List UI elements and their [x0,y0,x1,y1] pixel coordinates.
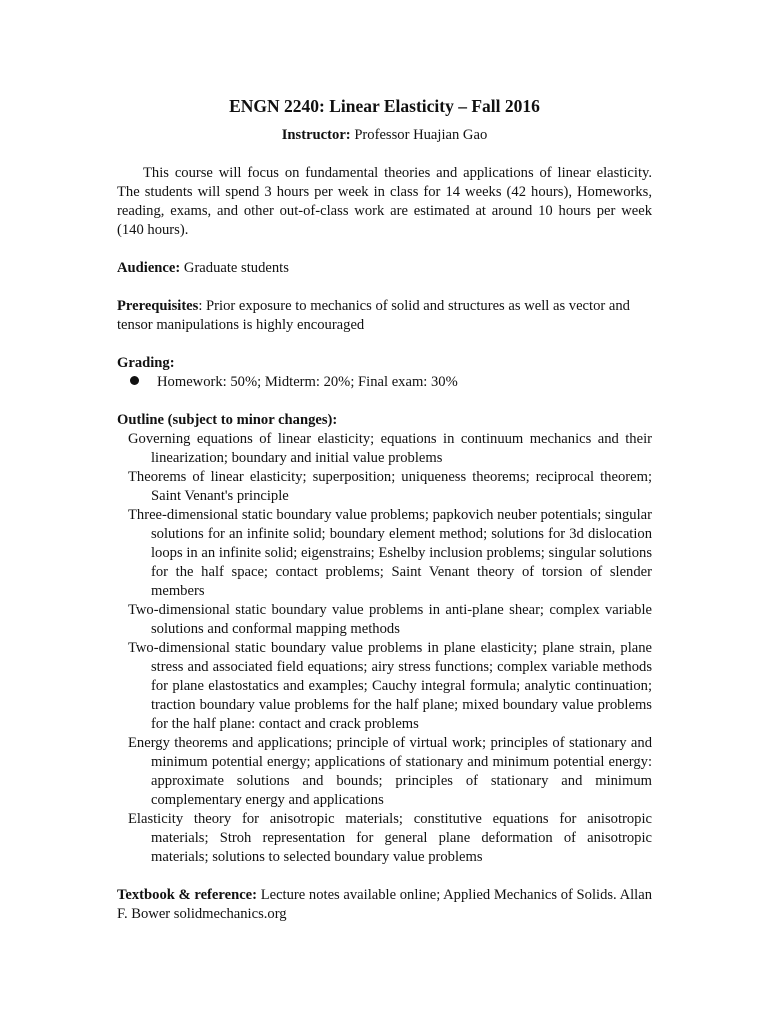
prerequisites-section [117,297,652,335]
outline-item: Elasticity theory for anisotropic materials; constitutive equations for anisotropic materials; Stroh representation for general plane deformation of anisotropic materials; solutions to selected boundary value problems [128,811,652,865]
audience-value: Graduate students [183,260,289,276]
instructor-label: Instructor: [281,127,351,143]
textbook-value: Lecture notes available online; Applied Mechanics of Solids. Allan F. Bower solidmechanics.org [117,887,652,922]
outline-section [117,411,652,867]
prerequisites-label: Prerequisites [117,298,199,314]
grading-item [117,373,652,392]
grading-section [117,354,652,392]
outline-item: Energy theorems and applications; principle of virtual work; principles of stationary and minimum potential energy; applications of stationary and minimum potential energy: approximate solutions and bounds; principles of stationary and minimum complementary energy and applications [128,735,652,808]
outline-item: Theorems of linear elasticity; superposition; uniqueness theorems; reciprocal theorem; Saint Venant's principle [128,469,652,504]
textbook-label: Textbook & reference: [117,887,258,903]
grading-item-text: Homework: 50%; Midterm: 20%; Final exam: 30% [157,374,458,390]
outline-label: Outline (subject to minor changes): [117,412,338,428]
outline-list [117,430,652,867]
outline-item: Three-dimensional static boundary value problems; papkovich neuber potentials; singular solutions for an infinite solid; boundary element method; solutions for 3d dislocation loops in an infinite solid; eigenstrains; Eshelby inclusion problems; singular solutions for the half space; contact problems; Saint Venant theory of torsion of slender members [128,507,652,599]
outline-item: Two-dimensional static boundary value problems in anti-plane shear; complex variable solutions and conformal mapping methods [128,602,652,637]
prerequisites-value: : Prior exposure to mechanics of solid and structures as well as vector and tensor manipulations is highly encouraged [117,298,630,333]
syllabus-page [117,95,652,924]
outline-item: Governing equations of linear elasticity; equations in continuum mechanics and their linearization; boundary and initial value problems [128,431,652,466]
audience-section [117,259,652,278]
page-title: ENGN 2240: Linear Elasticity – Fall 2016 [229,96,540,116]
bullet-icon [130,376,139,385]
audience-label: Audience: [117,260,181,276]
grading-label: Grading: [117,355,175,371]
intro-paragraph: This course will focus on fundamental theories and applications of linear elasticity. The students will spend 3 hours per week in class for 14 weeks (42 hours), Homeworks, reading, exams, and other out-of-class work are estimated at around 10 hours per week (140 hours). [117,165,652,238]
instructor-name: Professor Huajian Gao [354,127,488,143]
instructor-line [117,126,652,145]
textbook-section [117,886,652,924]
outline-item: Two-dimensional static boundary value problems in plane elasticity; plane strain, plane stress and associated field equations; airy stress functions; complex variable methods for plane elastostatics and examples; Cauchy integral formula; analytic continuation; traction boundary value problems for the half plane; mixed boundary value problems for the half plane: contact and crack problems [128,640,652,732]
